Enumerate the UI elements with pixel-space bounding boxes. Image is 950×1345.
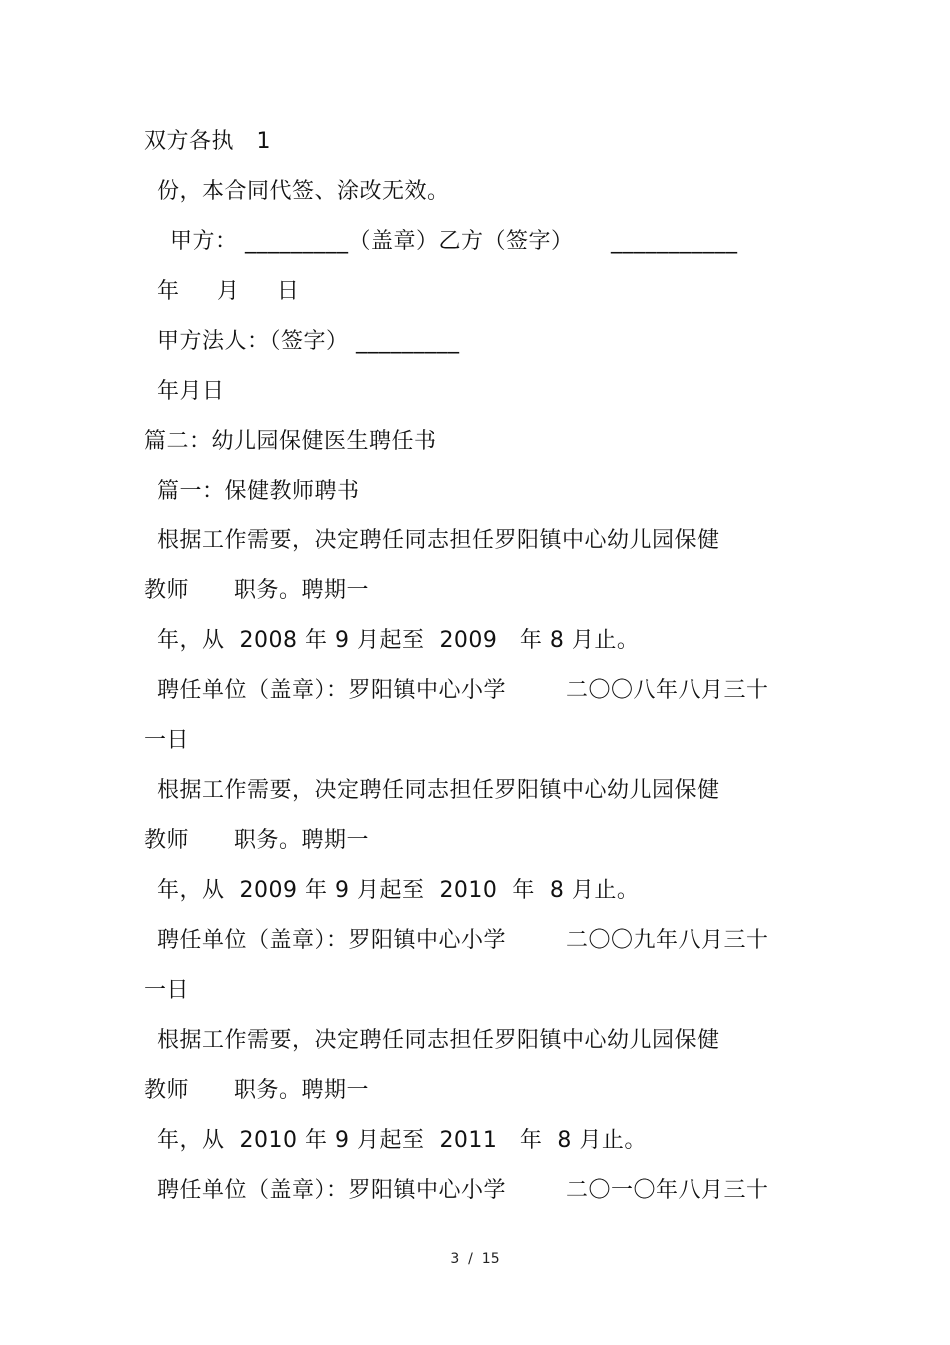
- text-line-21: 年，从 2010 年 9 月起至 2011 年 8 月止。: [157, 1128, 647, 1153]
- section-heading: 篇二：幼儿园保健医生聘任书: [144, 429, 437, 454]
- text-line-4: 年 月 日: [157, 279, 300, 304]
- text-line-19: 根据工作需要，决定聘任同志担任罗阳镇中心幼儿园保健: [157, 1028, 720, 1053]
- text-line-22: 聘任单位（盖章）：罗阳镇中心小学 二〇一〇年八月三十: [157, 1178, 769, 1203]
- text-line-12: 聘任单位（盖章）：罗阳镇中心小学 二〇〇八年八月三十: [157, 678, 769, 703]
- text-line-1: 双方各执 1: [144, 129, 271, 154]
- text-line-20: 教师 职务。聘期一: [144, 1078, 369, 1103]
- text-line-10: 教师 职务。聘期一: [144, 578, 369, 603]
- text-line-11: 年，从 2008 年 9 月起至 2009 年 8 月止。: [157, 628, 640, 653]
- text-line-9: 根据工作需要，决定聘任同志担任罗阳镇中心幼儿园保健: [157, 528, 720, 553]
- text-line-15: 教师 职务。聘期一: [144, 828, 369, 853]
- text-line-14: 根据工作需要，决定聘任同志担任罗阳镇中心幼儿园保健: [157, 778, 720, 803]
- text-line-18: 一日: [144, 978, 190, 1003]
- text-line-16: 年，从 2009 年 9 月起至 2010 年 8 月止。: [157, 878, 640, 903]
- text-line-13: 一日: [144, 728, 190, 753]
- text-line-2: 份，本合同代签、涂改无效。: [157, 179, 450, 204]
- text-line-6: 年月日: [157, 379, 225, 404]
- text-line-5: 甲方法人：（签字） _________: [157, 329, 460, 354]
- subsection-heading: 篇一：保健教师聘书: [157, 479, 360, 504]
- text-line-17: 聘任单位（盖章）：罗阳镇中心小学 二〇〇九年八月三十: [157, 928, 769, 953]
- text-line-3: 甲方： _________（盖章）乙方（签字） ___________: [170, 229, 738, 254]
- page-number: 3 / 15: [450, 1251, 500, 1267]
